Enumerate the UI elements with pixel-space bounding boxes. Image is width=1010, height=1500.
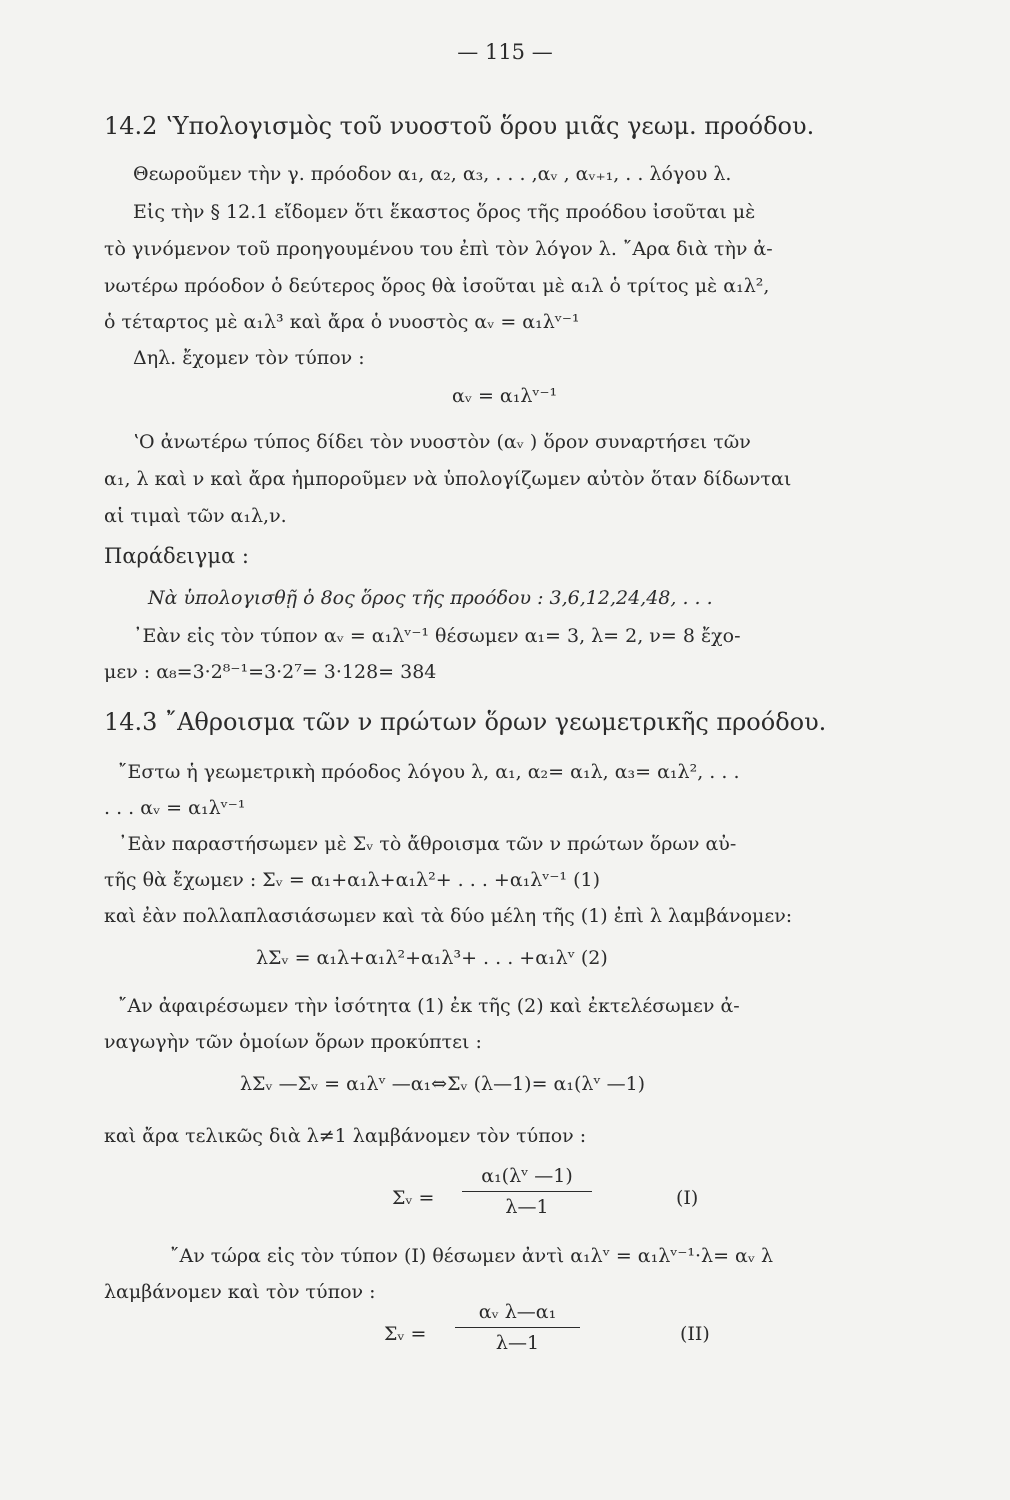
paragraph-line: τῆς θὰ ἔχωμεν : Σᵥ = α₁+α₁λ+α₁λ²+ . . . +α₁λᵛ⁻¹ (1) bbox=[104, 869, 600, 891]
paragraph-line: καὶ ἄρα τελικῶς διὰ λ≠1 λαμβάνομεν τὸν τύπον : bbox=[104, 1125, 587, 1147]
paragraph-line: ῎Εστω ἡ γεωμετρικὴ πρόοδος λόγου λ, α₁, α₂= α₁λ, α₃= α₁λ², . . . bbox=[118, 761, 740, 783]
paragraph-line: νωτέρω πρόοδον ὁ δεύτερος ὅρος θὰ ἰσοῦται μὲ α₁λ ὁ τρίτος μὲ α₁λ², bbox=[104, 275, 770, 297]
paragraph-line: Θεωροῦμεν τὴν γ. πρόοδον α₁, α₂, α₃, . . . ,αᵥ , αᵥ₊₁, . . λόγου λ. bbox=[133, 163, 732, 185]
formula-II-numerator: αᵥ λ—α₁ bbox=[455, 1300, 580, 1328]
paragraph-line: ναγωγὴν τῶν ὁμοίων ὅρων προκύπτει : bbox=[104, 1031, 482, 1053]
paragraph-line: τὸ γινόμενον τοῦ προηγουμένου του ἐπὶ τὸν λόγον λ. ῎Αρα διὰ τὴν ἀ- bbox=[104, 238, 773, 260]
formula-II-tag: (II) bbox=[680, 1323, 710, 1345]
paragraph-line: ῎Αν τώρα εἰς τὸν τύπον (I) θέσωμεν ἀντὶ α₁λᵛ = α₁λᵛ⁻¹·λ= αᵥ λ bbox=[170, 1245, 774, 1267]
example-label: Παράδειγμα : bbox=[104, 544, 249, 568]
paragraph-line: ᾿Εὰν παραστήσωμεν μὲ Σᵥ τὸ ἄθροισμα τῶν ν πρώτων ὅρων αὐ- bbox=[118, 833, 737, 855]
section-heading-14-3: 14.3 ῎Αθροισμα τῶν ν πρώτων ὅρων γεωμετρικῆς προόδου. bbox=[104, 708, 827, 736]
paragraph-line: ʽΟ ἀνωτέρω τύπος δίδει τὸν νυοστὸν (αᵥ ) ὅρον συναρτήσει τῶν bbox=[133, 431, 751, 453]
formula-I-fraction bbox=[462, 1164, 592, 1219]
formula-II-lhs: Σᵥ = bbox=[384, 1323, 427, 1345]
paragraph-line: αἱ τιμαὶ τῶν α₁λ,ν. bbox=[104, 505, 287, 527]
example-line: μεν : α₈=3·2⁸⁻¹=3·2⁷= 3·128= 384 bbox=[104, 661, 437, 683]
formula-I-numerator: α₁(λᵛ —1) bbox=[462, 1164, 592, 1192]
page-number: — 115 — bbox=[457, 40, 553, 64]
section-heading-14-2: 14.2 ʽΥπολογισμὸς τοῦ νυοστοῦ ὅρου μιᾶς γεωμ. προόδου. bbox=[104, 112, 815, 140]
paragraph-line: λαμβάνομεν καὶ τὸν τύπον : bbox=[104, 1281, 376, 1303]
example-line: ᾿Εὰν εἰς τὸν τύπον αᵥ = α₁λᵛ⁻¹ θέσωμεν α₁= 3, λ= 2, ν= 8 ἔχο- bbox=[133, 625, 741, 647]
example-line: Νὰ ὑπολογισθῇ ὁ 8ος ὅρος τῆς προόδου : 3,6,12,24,48, . . . bbox=[148, 587, 713, 609]
paragraph-line: Εἰς τὴν § 12.1 εἴδομεν ὅτι ἕκαστος ὅρος τῆς προόδου ἰσοῦται μὲ bbox=[133, 201, 756, 223]
paragraph-line: Δηλ. ἔχομεν τὸν τύπον : bbox=[133, 347, 365, 369]
formula-subtraction: λΣᵥ —Σᵥ = α₁λᵛ —α₁⇔Σᵥ (λ—1)= α₁(λᵛ —1) bbox=[240, 1073, 646, 1095]
formula-I-tag: (I) bbox=[676, 1187, 699, 1209]
formula-II-fraction bbox=[455, 1300, 580, 1355]
formula-II-denominator: λ—1 bbox=[495, 1332, 540, 1354]
paragraph-line: καὶ ἐὰν πολλαπλασιάσωμεν καὶ τὰ δύο μέλη τῆς (1) ἐπὶ λ λαμβάνομεν: bbox=[104, 905, 793, 927]
paragraph-line: ὁ τέταρτος μὲ α₁λ³ καὶ ἄρα ὁ νυοστὸς αᵥ = α₁λᵛ⁻¹ bbox=[104, 311, 580, 333]
formula-nth-term: αᵥ = α₁λᵛ⁻¹ bbox=[452, 385, 558, 407]
formula-I-lhs: Σᵥ = bbox=[392, 1187, 435, 1209]
paragraph-line: α₁, λ καὶ ν καὶ ἄρα ἠμποροῦμεν νὰ ὑπολογίζωμεν αὐτὸν ὅταν δίδωνται bbox=[104, 468, 792, 490]
paragraph-line: . . . αᵥ = α₁λᵛ⁻¹ bbox=[104, 797, 246, 819]
formula-I-denominator: λ—1 bbox=[505, 1196, 549, 1218]
formula-2: λΣᵥ = α₁λ+α₁λ²+α₁λ³+ . . . +α₁λᵛ (2) bbox=[256, 947, 608, 969]
paragraph-line: ῎Αν ἀφαιρέσωμεν τὴν ἰσότητα (1) ἐκ τῆς (2) καὶ ἐκτελέσωμεν ἀ- bbox=[118, 995, 740, 1017]
